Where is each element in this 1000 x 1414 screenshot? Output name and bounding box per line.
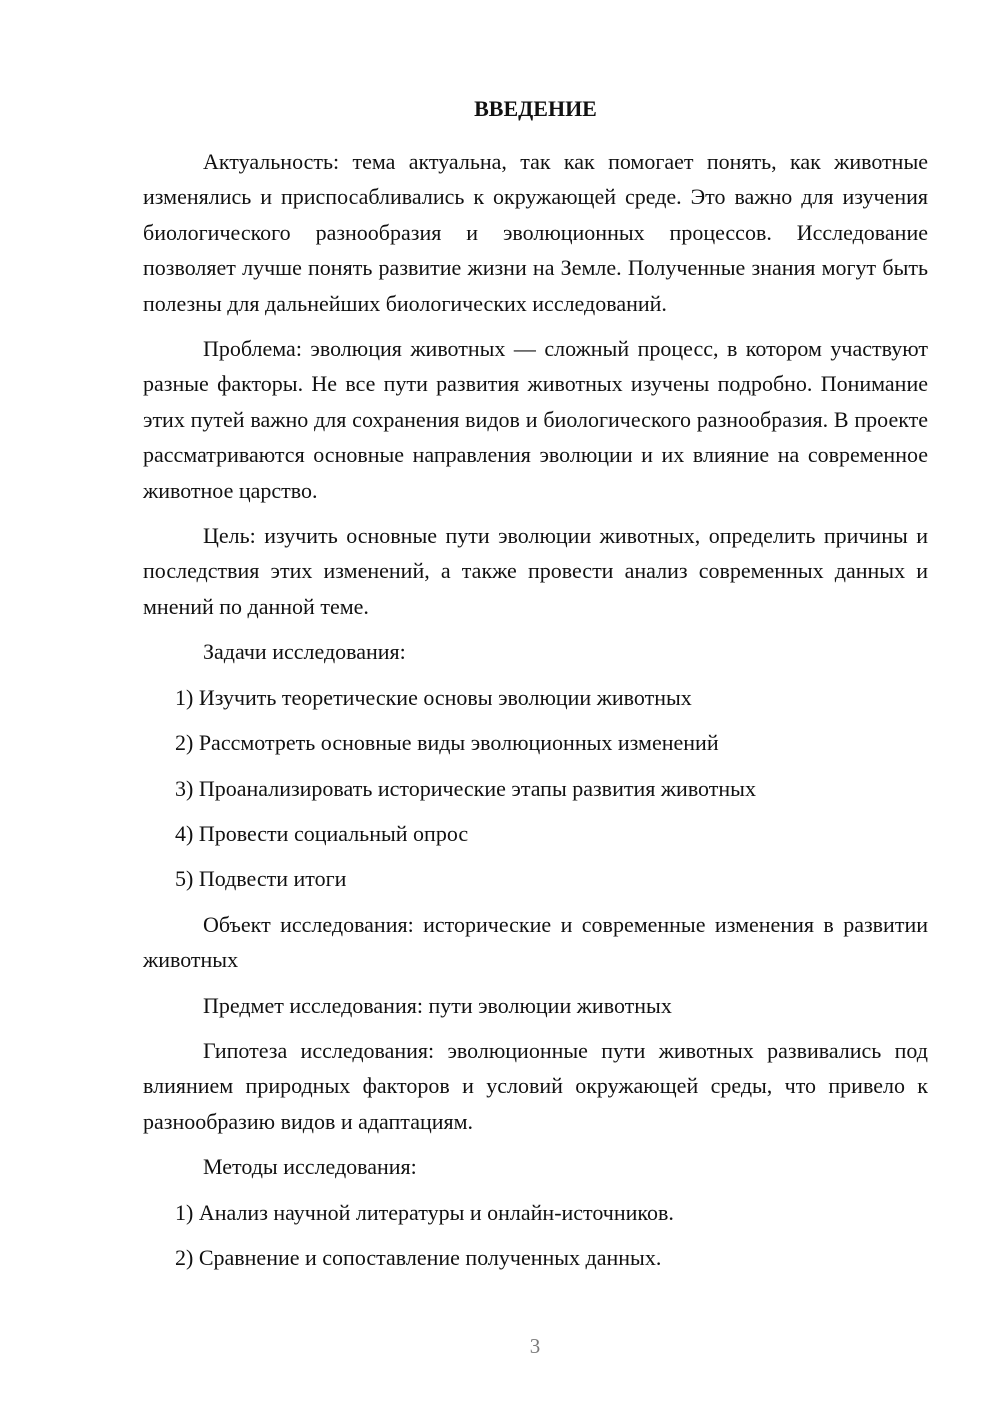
task-item-4: 4) Провести социальный опрос [175,820,469,846]
task-item-1: 1) Изучить теоретические основы эволюции животных [175,684,692,710]
relevance-paragraph: Актуальность: тема актуальна, так как помогает понять, как животные изменялись и приспосабливались к окружающей среде. Это важно для изучения биологического разнообразия и эволюционных процессов. Исследование позволяет лучше понять развитие жизни на Земле. Полученные знания могут быть полезны для дальнейших биологических исследований. [143,149,928,316]
section-heading: ВВЕДЕНИЕ [474,96,597,121]
task-item-5: 5) Подвести итоги [175,866,347,892]
methods-label: Методы исследования: [203,1154,417,1180]
task-item-2: 2) Рассмотреть основные виды эволюционных изменений [175,730,719,756]
task-item-3: 3) Проанализировать исторические этапы развития животных [175,775,756,801]
tasks-label: Задачи исследования: [203,639,406,665]
object-paragraph: Объект исследования: исторические и современные изменения в развитии животных [143,911,928,973]
method-item-2: 2) Сравнение и сопоставление полученных данных. [175,1244,662,1270]
page-number: 3 [529,1334,541,1358]
page-content [143,92,928,1285]
hypothesis-paragraph: Гипотеза исследования: эволюционные пути животных развивались под влиянием природных факторов и условий окружающей среды, что привело к разнообразию видов и адаптациям. [143,1037,928,1134]
method-item-1: 1) Анализ научной литературы и онлайн-источников. [175,1199,674,1225]
goal-paragraph: Цель: изучить основные пути эволюции животных, определить причины и последствия этих изменений, а также провести анализ современных данных и мнений по данной теме. [143,523,928,619]
subject-paragraph: Предмет исследования: пути эволюции животных [203,992,672,1018]
problem-paragraph: Проблема: эволюция животных — сложный процесс, в котором участвуют разные факторы. Не все пути развития животных изучены подробно. Понимание этих путей важно для сохранения видов и биологического разнообразия. В проекте рассматриваются основные направления эволюции и их влияние на современное животное царство. [143,336,928,503]
